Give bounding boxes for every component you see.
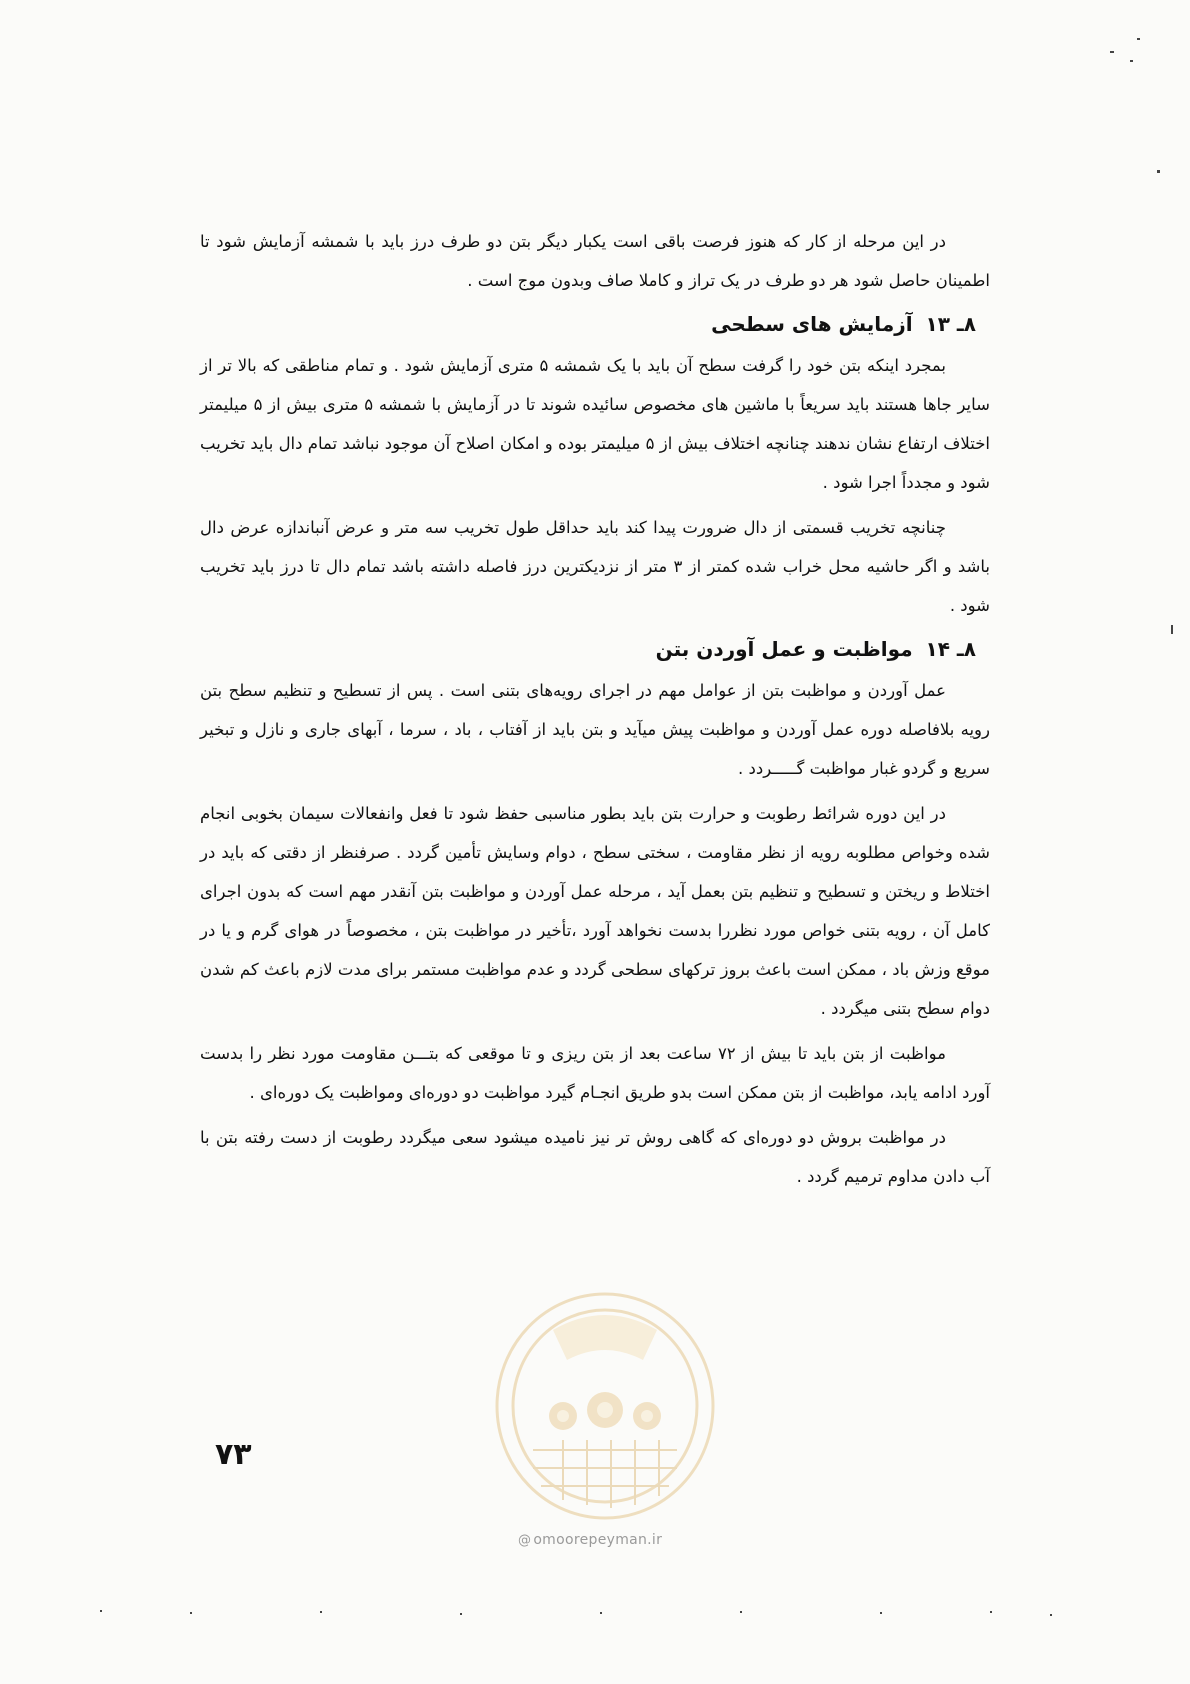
at-icon: @ [518,1533,532,1548]
paragraph-demolition: چنانچه تخریب قسمتی از دال ضرورت پیدا کند باید حداقل طول تخریب سه متر و عرض آنباندازه عرض دال باشد و اگر حاشیه محل خراب شده کمتر از ۳ متر از نزدیکترین درز فاصله داشته باشد تمام دال تا درز باید تخریب شود . [200,518,990,615]
paragraph-curing-intro: عمل آوردن و مواظبت بتن از عوامل مهم در اجرای رویه‌های بتنی است . پس از تسطیح و تنظیم سطح بتن رویه بلافاصله دوره عمل آوردن و مواظبت پیش میآید و بتن باید از آفتاب ، باد ، سرما ، آبهای جاری و نازل و تبخیر سریع و گردو غبار مواظبت گـــــردد . [200,681,990,778]
section-title: آزمایش های سطحی [711,312,913,336]
section-heading-surface-tests [200,306,990,342]
watermark-url: omoorepeyman.ir [533,1532,663,1548]
paragraph-surface-test: بمجرد اینکه بتن خود را گرفت سطح آن باید با یک شمشه ۵ متری آزمایش شود . و تمام مناطقی که بالا تر از سایر جاها هستند باید سریعاً با ماشین های مخصوص سائیده شوند تا در آزمایش با شمشه ۵ متری بیش از ۵ میلیمتر اختلاف ارتفاع نشان ندهند چنانچه اختلاف بیش از ۵ میلیمتر بوده و امکان اصلاح آن موجود نباشد تمام دال باید تخریب شود و مجدداً اجرا شود . [200,356,990,492]
section-number: ۸ـ ۱۴ [925,637,976,661]
watermark-text [518,1532,662,1548]
paragraph-curing-duration: مواظبت از بتن باید تا بیش از ۷۲ ساعت بعد از بتن ریزی و تا موقعی که بتـــن مقاومت مورد نظر را بدست آورد ادامه یابد، مواظبت از بتن ممکن است بدو طریق انجـام گیرد مواظبت دو دوره‌ای ومواظبت یک دوره‌ای . [200,1044,990,1102]
section-number: ۸ـ ۱۳ [925,312,976,336]
section-title: مواظبت و عمل آوردن بتن [655,637,913,661]
page-number: ۷۳ [215,1437,252,1472]
paragraph-curing-conditions: در این دوره شرائط رطوبت و حرارت بتن باید بطور مناسبی حفظ شود تا فعل وانفعالات سیمان بخوبی انجام شده وخواص مطلوبه رویه از نظر مقاومت ، سختی سطح ، دوام وسایش تأمین گردد . صرفنظر از دقتی که باید در اختلاط و ریختن و تسطیح و تنظیم بتن بعمل آید ، مرحله عمل آوردن و مواظبت بتن آنقدر مهم است که بدون اجرای کامل آن ، رویه بتنی خواص مورد نظررا بدست نخواهد آورد ،تأخیر در مواظبت بتن ، مخصوصاً در هوای گرم و یا در موقع وزش باد ، ممکن است باعث بروز ترکهای سطحی گردد و عدم مواظبت مستمر برای مدت لازم باعث کم شدن دوام سطح بتنی میگردد . [200,804,990,1018]
section-heading-curing [200,631,990,667]
paragraph-wet-curing: در مواظبت بروش دو دوره‌ای که گاهی روش تر نیز نامیده میشود سعی میگردد رطوبت از دست رفته بتن با آب دادن مداوم ترمیم گردد . [200,1128,990,1186]
paragraph-joint-check: در این مرحله از کار که هنوز فرصت باقی است یکبار دیگر بتن دو طرف درز باید با شمشه آزمایش شود تا اطمینان حاصل شود هر دو طرف در یک تراز و کاملا صاف وبدون موج است . [200,232,990,290]
document-body [200,222,990,1202]
watermark-seal-icon [493,1290,717,1522]
